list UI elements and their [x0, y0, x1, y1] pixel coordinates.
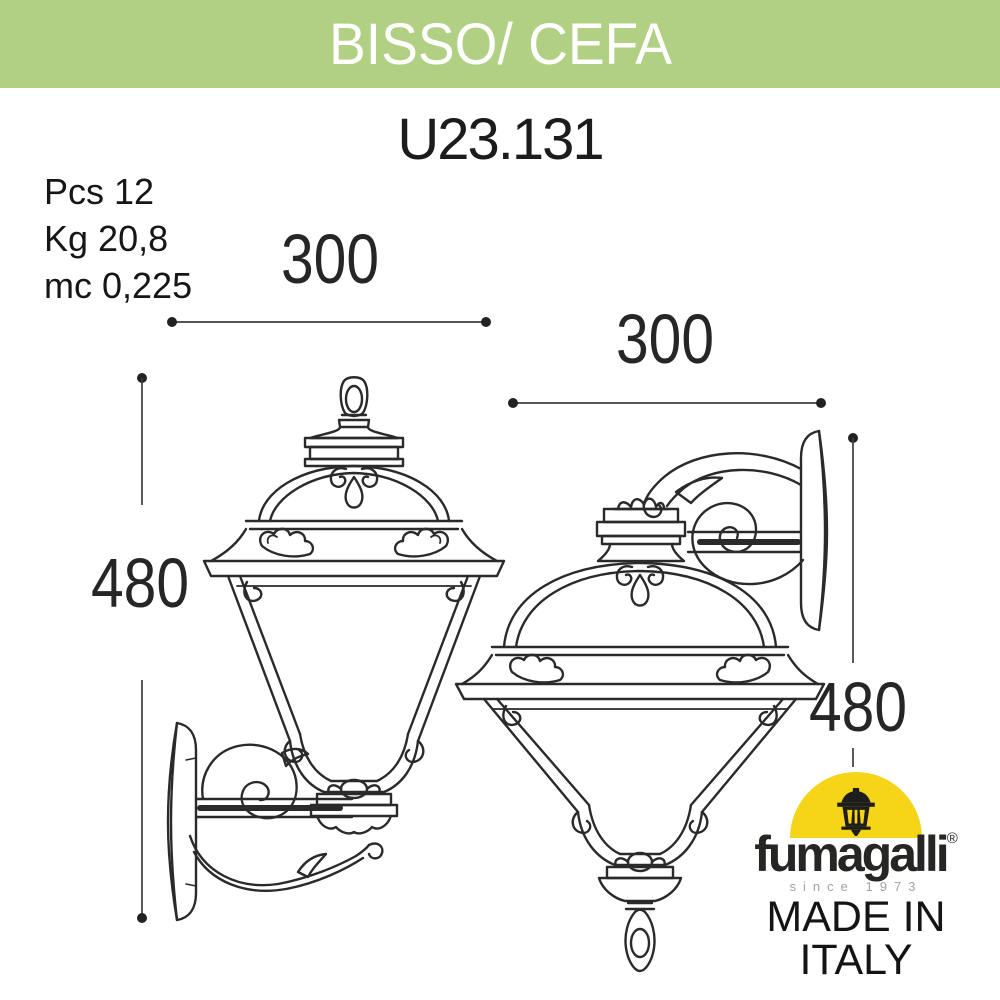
made-in-line: MADE IN — [766, 893, 946, 941]
packaging-specs — [44, 168, 192, 309]
spec-label: mc — [44, 265, 92, 306]
dimension-height-upright: 480 — [90, 544, 190, 622]
logo-brand-text: fumagalli — [754, 826, 947, 882]
spec-value: 20,8 — [98, 218, 169, 259]
spec-weight — [44, 215, 192, 262]
logo-since-line: since 1973 — [789, 879, 923, 894]
spec-pieces — [44, 168, 192, 215]
dimension-height-hanging: 480 — [808, 668, 908, 746]
lantern-upright-drawing — [168, 377, 504, 920]
title-banner — [0, 0, 1000, 88]
country-line: ITALY — [799, 936, 913, 984]
logo-wordmark — [742, 814, 970, 882]
spec-value: 12 — [114, 171, 155, 212]
spec-volume — [44, 262, 192, 309]
fumagalli-logo — [742, 772, 970, 984]
spec-label: Pcs — [44, 171, 105, 212]
spec-value: 0,225 — [102, 265, 193, 306]
spec-label: Kg — [44, 218, 89, 259]
product-family-title: BISSO/ CEFA — [328, 11, 672, 77]
model-code: U23.131 — [397, 107, 603, 172]
dimension-width-hanging: 300 — [615, 300, 715, 378]
dimension-width-upright: 300 — [280, 220, 380, 298]
registered-trademark: ® — [946, 830, 958, 847]
